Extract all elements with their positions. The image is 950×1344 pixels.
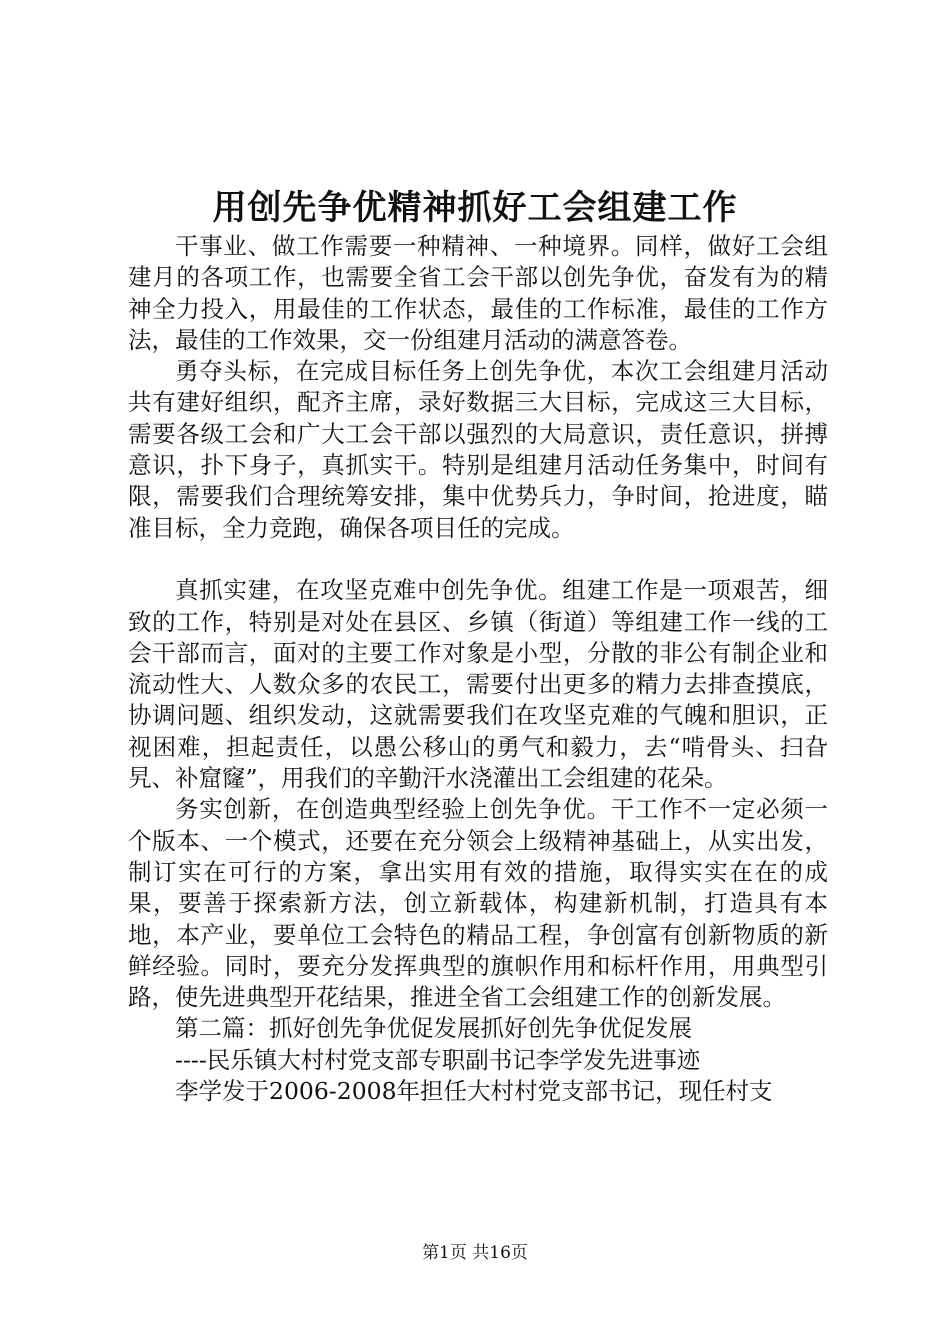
paragraph-5: 李学发于2006-2008年担任大村村党支部书记，现任村支	[175, 1077, 773, 1106]
paragraph-1: 干事业、做工作需要一种精神、一种境界。同样，做好工会组建月的各项工作，也需要全省工会干部以创先争优，奋发有为的精神全力投入，用最佳的工作状态，最佳的工作标准，最佳的工作方法，最佳的工作效果，交一份组建月活动的满意答卷。	[128, 232, 828, 354]
section-heading: 第二篇：抓好创先争优促发展抓好创先争优促发展	[175, 1014, 692, 1043]
document-body	[128, 231, 828, 1107]
page-number-footer: 第1页 共16页	[422, 1243, 528, 1263]
section-subtitle: ----民乐镇大村村党支部专职副书记李学发先进事迹	[175, 1045, 701, 1074]
document-title: 用创先争优精神抓好工会组建工作	[212, 188, 738, 228]
paragraph-4: 务实创新，在创造典型经验上创先争优。干工作不一定必须一个版本、一个模式，还要在充分领会上级精神基础上，从实出发，制订实在可行的方案，拿出实用有效的措施，取得实实在在的成果，要善于探索新方法，创立新载体，构建新机制，打造具有本地，本产业，要单位工会特色的精品工程，争创富有创新物质的新鲜经验。同时，要充分发挥典型的旗帜作用和标杆作用，用典型引路，使先进典型开花结果，推进全省工会组建工作的创新发展。	[128, 795, 828, 1012]
paragraph-gap	[128, 544, 828, 575]
paragraph-2: 勇夺头标，在完成目标任务上创先争优，本次工会组建月活动共有建好组织，配齐主席，录好数据三大目标，完成这三大目标，需要各级工会和广大工会干部以强烈的大局意识，责任意识，拼搏意识，扑下身子，真抓实干。特别是组建月活动任务集中，时间有限，需要我们合理统筹安排，集中优势兵力，争时间，抢进度，瞄准目标，全力竞跑，确保各项目任的完成。	[128, 357, 828, 542]
paragraph-3: 真抓实建，在攻坚克难中创先争优。组建工作是一项艰苦，细致的工作，特别是对处在县区、乡镇（街道）等组建工作一线的工会干部而言，面对的主要工作对象是小型，分散的非公有制企业和流动性大、人数众多的农民工，需要付出更多的精力去排查摸底，协调问题、组织发动，这就需要我们在攻坚克难的气魄和胆识，正视困难，担起责任，以愚公移山的勇气和毅力，去“啃骨头、扫旮旯、补窟窿”，用我们的辛勤汗水浇灌出工会组建的花朵。	[128, 576, 828, 793]
